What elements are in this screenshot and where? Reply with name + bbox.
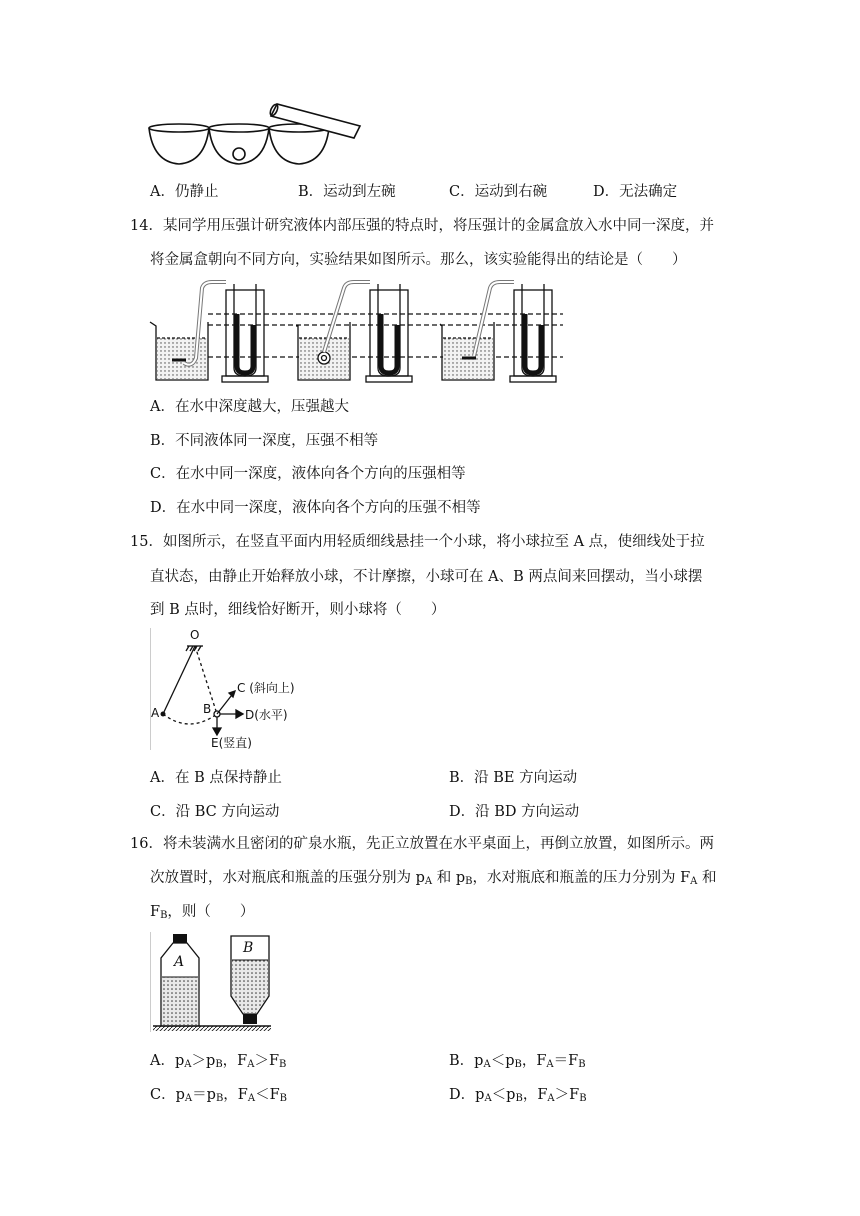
q16-d-f1: F	[537, 1087, 548, 1103]
bottle-label-b: B	[243, 940, 254, 956]
q14-stem-line-1: 某同学用压强计研究液体内部压强的特点时，将压强计的金属盒放入水中同一深度，并	[163, 218, 714, 234]
q16-a-t2: B	[279, 1059, 287, 1070]
bowls-figure	[145, 108, 365, 170]
q16-d-s1: A	[484, 1093, 492, 1104]
q16-option-a[interactable]	[150, 1049, 286, 1070]
q16-stem-2a: 次放置时，水对瓶底和瓶盖的压强分别为 p	[150, 870, 425, 886]
bottle-label-a: A	[174, 954, 185, 970]
pendulum-figure	[150, 628, 311, 750]
q15-stem-line-3: 到 B 点时，细线恰好断开，则小球将（ ）	[150, 602, 446, 618]
q16-stem-2d: B	[465, 876, 473, 887]
q16-b-p1: p	[474, 1053, 484, 1069]
pendulum-label-d: D(水平)	[245, 708, 288, 722]
q16-a-sep: ，	[222, 1053, 238, 1069]
q13-option-a[interactable]: A．仍静止	[150, 184, 219, 200]
q16-b-f2: F	[568, 1053, 579, 1069]
q16-b-t2: B	[578, 1059, 586, 1070]
q15-option-a[interactable]: A．在 B 点保持静止	[150, 770, 282, 786]
q16-b-s2: B	[514, 1059, 522, 1070]
q16-c-rel1: ＝	[192, 1087, 207, 1103]
q16-a-f1: F	[237, 1053, 248, 1069]
q16-c-t2: B	[279, 1093, 288, 1104]
q16-a-t1: A	[247, 1059, 255, 1070]
q16-c-prefix: C．	[150, 1087, 176, 1103]
q16-b-sep: ，	[521, 1053, 537, 1069]
q16-d-t2: B	[579, 1093, 587, 1104]
q16-c-p2: p	[206, 1087, 216, 1103]
q16-stem-line-3	[150, 900, 254, 921]
q16-stem-2c: 和 p	[432, 870, 466, 886]
q16-d-p1: p	[475, 1087, 485, 1103]
q16-c-sep: ，	[223, 1087, 238, 1103]
q16-number: 16．	[130, 836, 163, 852]
q16-stem-2g: 和	[697, 870, 717, 886]
q13-option-c[interactable]: C．运动到右碗	[449, 184, 548, 200]
pressure-gauge-figure	[148, 278, 568, 384]
q16-option-b[interactable]	[449, 1049, 586, 1070]
q16-b-s1: A	[483, 1059, 491, 1070]
q16-stem-2b: A	[424, 876, 433, 887]
q16-c-rel2: ＜	[255, 1087, 270, 1103]
q15-stem-line-1: 如图所示，在竖直平面内用轻质细线悬挂一个小球，将小球拉至 A 点，使细线处于拉	[163, 534, 705, 550]
q16-a-s2: B	[215, 1059, 223, 1070]
q16-stem-3c: ，则（ ）	[167, 904, 255, 920]
q16-d-t1: A	[547, 1093, 555, 1104]
pendulum-label-e: E(竖直)	[211, 736, 252, 750]
q16-d-s2: B	[515, 1093, 523, 1104]
q14-number: 14．	[130, 218, 163, 234]
q13-option-d[interactable]: D．无法确定	[593, 184, 678, 200]
q15-option-c[interactable]: C．沿 BC 方向运动	[150, 804, 280, 820]
bottles-figure	[150, 932, 271, 1032]
q13-option-b[interactable]: B．运动到左碗	[298, 184, 396, 200]
q16-stem-3b: B	[160, 910, 168, 921]
q16-b-prefix: B．	[449, 1053, 475, 1069]
q16-c-s2: B	[215, 1093, 224, 1104]
q16-b-rel1: ＜	[490, 1053, 506, 1069]
q16-option-d[interactable]	[449, 1083, 587, 1104]
q16-b-t1: A	[546, 1059, 554, 1070]
q16-a-rel2: ＞	[254, 1053, 269, 1069]
q16-stem-2e: ，水对瓶底和瓶盖的压力分别为 F	[472, 870, 691, 886]
q16-a-prefix: A．	[150, 1053, 175, 1069]
q16-c-p1: p	[175, 1087, 185, 1103]
q16-b-rel2: ＝	[553, 1053, 569, 1069]
q14-option-c[interactable]: C．在水中同一深度，液体向各个方向的压强相等	[150, 466, 466, 482]
q16-stem-line-1: 将未装满水且密闭的矿泉水瓶，先正立放置在水平桌面上，再倒立放置，如图所示。两	[163, 836, 714, 852]
q16-d-prefix: D．	[449, 1087, 476, 1103]
q16-b-f1: F	[536, 1053, 547, 1069]
q15-stem-line-2: 直状态，由静止开始释放小球，不计摩擦，小球可在 A、B 两点间来回摆动，当小球摆	[150, 569, 703, 585]
q16-a-p1: p	[174, 1053, 185, 1069]
q16-stem-3a: F	[150, 904, 161, 920]
q15-number: 15．	[130, 534, 163, 550]
q16-c-f2: F	[269, 1087, 280, 1103]
q14-option-d[interactable]: D．在水中同一深度，液体向各个方向的压强不相等	[150, 500, 481, 516]
q16-stem-2f: A	[690, 876, 698, 887]
q16-d-p2: p	[506, 1087, 516, 1103]
q16-b-p2: p	[505, 1053, 515, 1069]
pendulum-label-b: B	[203, 702, 212, 716]
q16-c-t1: A	[247, 1093, 256, 1104]
q16-option-c[interactable]	[150, 1083, 287, 1104]
q16-d-f2: F	[569, 1087, 580, 1103]
q16-c-f1: F	[237, 1087, 248, 1103]
q16-a-s1: A	[184, 1059, 192, 1070]
q16-c-s1: A	[184, 1093, 193, 1104]
q16-d-rel2: ＞	[554, 1087, 570, 1103]
pendulum-label-c: C (斜向上)	[237, 681, 295, 695]
pendulum-label-o: O	[190, 628, 200, 642]
q16-d-rel1: ＜	[491, 1087, 507, 1103]
q15-option-d[interactable]: D．沿 BD 方向运动	[449, 804, 580, 820]
q16-a-p2: p	[206, 1053, 216, 1069]
q16-a-f2: F	[268, 1053, 280, 1069]
q16-d-sep: ，	[522, 1087, 538, 1103]
pendulum-label-a: A	[151, 706, 160, 720]
q16-a-rel1: ＞	[191, 1053, 207, 1069]
q16-stem-line-2	[150, 866, 717, 887]
q14-option-b[interactable]: B．不同液体同一深度，压强不相等	[150, 433, 379, 449]
q14-option-a[interactable]: A．在水中深度越大，压强越大	[150, 399, 349, 415]
q15-option-b[interactable]: B．沿 BE 方向运动	[449, 770, 578, 786]
q14-stem-line-2: 将金属盒朝向不同方向，实验结果如图所示。那么，该实验能得出的结论是（ ）	[150, 252, 687, 268]
